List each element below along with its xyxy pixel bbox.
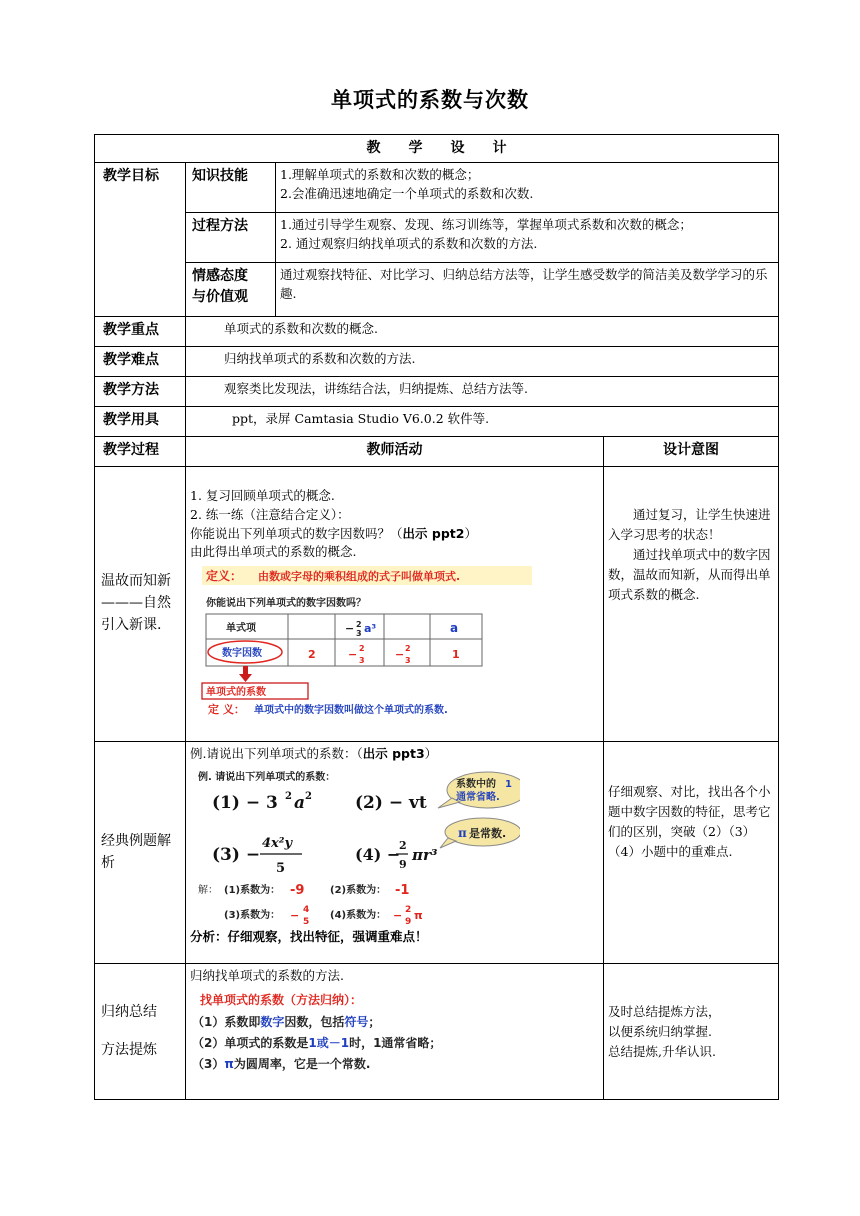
svg-text:2: 2 [305,790,312,802]
svg-text:3: 3 [356,629,362,638]
svg-text:−: − [395,648,405,661]
svg-text:9: 9 [399,857,407,871]
svg-text:2: 2 [359,644,365,653]
def-text: 由数或字母的乘积组成的式子叫做单项式. [258,570,461,583]
stage3-name: 归纳总结 方法提炼 [95,964,186,1100]
ppt3-slide-image [190,768,520,926]
stage2-intent: 仔细观察、对比，找出各个小题中数字因数的特征，思考它们的区别，突破（2）（3）（4）小题中的重难点. [604,742,779,964]
svg-text:π: π [458,825,467,840]
svg-text:定 义：: 定 义： [208,703,245,716]
svg-text:2: 2 [405,904,412,915]
tools-label: 教学用具 [95,407,186,437]
svg-text:(2)系数为：: (2)系数为： [330,884,387,896]
stage1-intent: 通过复习，让学生快速进入学习思考的状态！ 通过找单项式中的数字因数，温故而知新，从而得出单项式系数的概念. [604,467,779,742]
svg-text:1: 1 [452,648,460,661]
svg-text:单式项: 单式项 [226,623,256,634]
slide-question: 你能说出下列单项式的数字因数吗？ [206,598,366,609]
svg-text:2: 2 [399,838,407,852]
design-intent-header: 设计意图 [604,437,779,467]
attitude-text: 通过观察找特征、对比学习、归纳总结方法等，让学生感受数学的简洁美及数学学习的乐趣. [276,263,779,317]
svg-text:−: − [393,908,403,922]
table-header: 教 学 设 计 [95,135,779,163]
key-point-text: 单项式的系数和次数的概念. [186,317,779,347]
svg-text:系数中的: 系数中的 [456,778,496,790]
key-point-label: 教学重点 [95,317,186,347]
svg-text:(4) −: (4) − [355,844,401,864]
attitude-label: 情感态度 与价值观 [186,263,276,317]
svg-text:5: 5 [276,860,286,876]
svg-text:−: − [345,622,355,635]
lesson-plan-table [94,134,779,1100]
ppt2-slide-image [190,566,540,716]
svg-text:2: 2 [285,790,292,802]
difficulty-label: 教学难点 [95,347,186,377]
process-method-label: 过程方法 [186,213,276,263]
stage3-intent: 及时总结提炼方法， 以便系统归纳掌握. 总结提炼,升华认识. [604,964,779,1100]
svg-text:a³: a³ [364,622,377,635]
stage1-name: 温故而知新———自然引入新课. [95,467,186,742]
stage2-activity: 例.请说出下列单项式的系数：（出示 ppt3） 例. 请说出下列单项式的系数： (1) − 3 2 a 2 (2) − vt 系数中的 1 通常省略. (3) − 4x²y 5 (4) − 2 9 πr³ π 是常数. 解： (1)系数为： -9 (2)系数为： -1 (3)系数为： − 4 5 (4)系数为： − 2 9 π 分析：仔细观察，找出特征，强调重难点！ [186,742,604,964]
svg-text:(1)系数为：: (1)系数为： [224,884,281,896]
svg-text:−: − [348,648,358,661]
svg-text:a: a [294,792,306,813]
process-method-text: 1.通过引导学生观察、发现、练习训练等，掌握单项式系数和次数的概念； 2. 通过观察归纳找单项式的系数和次数的方法. [276,213,779,263]
svg-text:-9: -9 [290,882,305,898]
svg-text:(3)系数为：: (3)系数为： [224,909,281,921]
svg-text:（2）单项式的系数是1或－1时，1通常省略；: （2）单项式的系数是1或－1时，1通常省略； [192,1035,442,1050]
stage1-activity: 1. 复习回顾单项式的概念. 2. 练一练（注意结合定义）： 你能说出下列单项式的数字因数吗？（出示 ppt2） 由此得出单项式的系数的概念. 定义： 由数或字母的乘积组成的式子叫做单项式. 你能说出下列单项式的数字因数吗？ 单式项 − 2 3 a³ a 数字因数 2 − 2 3 − 2 3 1 单项式的系数 定 义： 单项式中的数字因数叫做这个单项式的系数. [186,467,604,742]
svg-text:4: 4 [303,904,310,915]
teacher-activity-header: 教师活动 [186,437,604,467]
svg-text:例. 请说出下列单项式的系数：: 例. 请说出下列单项式的系数： [198,771,336,783]
svg-text:9: 9 [405,916,412,926]
knowledge-skill-label: 知识技能 [186,163,276,213]
svg-text:是常数.: 是常数. [469,826,507,840]
svg-text:-1: -1 [395,882,410,898]
svg-text:数字因数: 数字因数 [222,648,262,659]
svg-text:（3）π为圆周率，它是一个常数.: （3）π为圆周率，它是一个常数. [192,1056,371,1071]
svg-text:单项式中的数字因数叫做这个单项式的系数.: 单项式中的数字因数叫做这个单项式的系数. [254,705,448,716]
svg-text:(1) − 3: (1) − 3 [212,792,278,813]
page-title: 单项式的系数与次数 [331,88,529,112]
method-text: 观察类比发现法，讲练结合法，归纳提炼、总结方法等. [186,377,779,407]
svg-text:通常省略.: 通常省略. [456,791,500,803]
svg-text:解：: 解： [198,884,218,896]
down-arrow-icon [243,666,248,674]
svg-text:4x²y: 4x²y [262,835,293,851]
svg-text:2: 2 [308,648,316,661]
knowledge-skill-text: 1.理解单项式的系数和次数的概念； 2.会准确迅速地确定一个单项式的系数和次数. [276,163,779,213]
tools-text: ppt，录屏 Camtasia Studio V6.0.2 软件等. [186,407,779,437]
svg-text:3: 3 [405,656,411,665]
objectives-label: 教学目标 [95,163,186,317]
analysis-text: 分析：仔细观察，找出特征，强调重难点！ [190,928,428,944]
method-label: 教学方法 [95,377,186,407]
svg-text:(2) − vt: (2) − vt [355,792,427,813]
svg-text:找单项式的系数（方法归纳）：: 找单项式的系数（方法归纳）： [200,992,363,1007]
svg-text:−: − [290,908,300,922]
svg-text:a: a [450,621,459,635]
svg-text:1: 1 [505,778,512,790]
method-summary-slide [190,990,520,1072]
svg-text:πr³: πr³ [412,845,438,864]
process-col-header: 教学过程 [95,437,186,467]
svg-text:（1）系数即数字因数，包括符号；: （1）系数即数字因数，包括符号； [192,1014,381,1029]
svg-text:3: 3 [359,656,365,665]
svg-text:(4)系数为：: (4)系数为： [330,909,387,921]
def-tag: 定义： [206,569,243,583]
svg-text:2: 2 [405,644,411,653]
svg-text:单项式的系数: 单项式的系数 [206,687,266,698]
svg-text:(3) −: (3) − [212,844,261,865]
stage2-name: 经典例题解析 [95,742,186,964]
svg-text:2: 2 [356,620,362,629]
stage3-activity: 归纳找单项式的系数的方法. 找单项式的系数（方法归纳）： （1）系数即数字因数，包括符号； （2）单项式的系数是1或－1时，1通常省略； （3）π为圆周率，它是一个常数. [186,964,604,1100]
difficulty-text: 归纳找单项式的系数和次数的方法. [186,347,779,377]
svg-text:π: π [414,908,423,922]
svg-text:5: 5 [303,916,310,926]
